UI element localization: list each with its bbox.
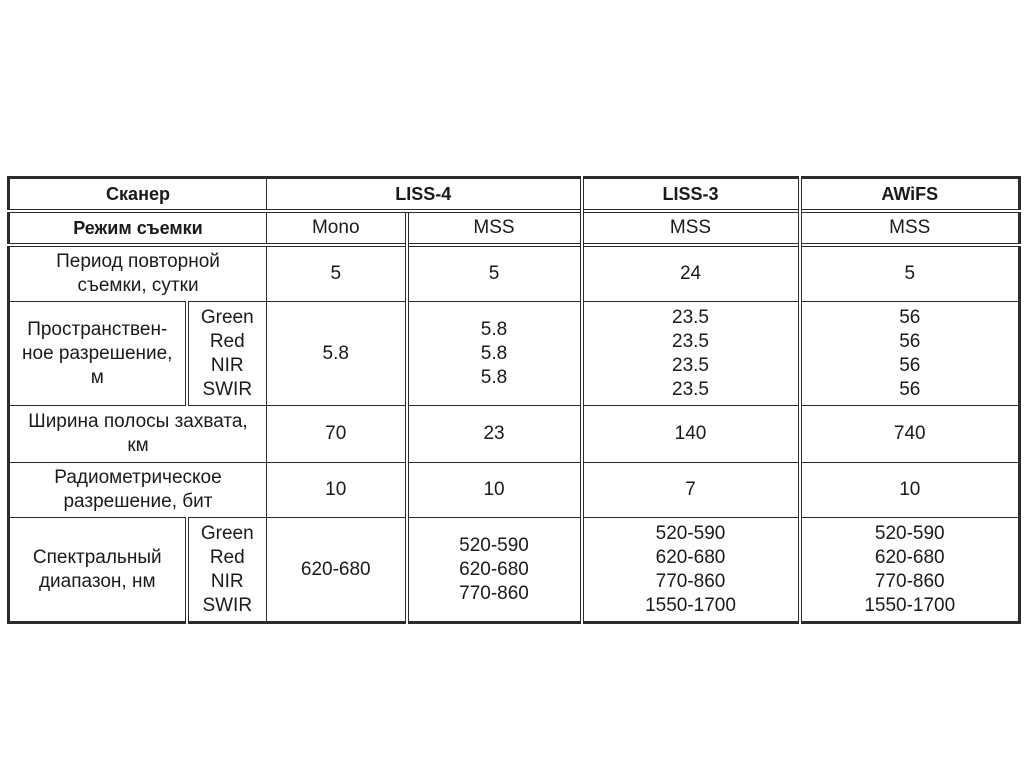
label-spectral — [9, 518, 187, 623]
value-line: 770-860 — [655, 570, 726, 592]
spectral-liss4-mss — [407, 518, 582, 623]
header-row-instruments — [9, 178, 1020, 212]
label-line: ное разрешение, — [22, 342, 173, 364]
band-name: NIR — [210, 354, 244, 376]
label-line: км — [127, 435, 149, 456]
value-line: 1550-1700 — [645, 594, 736, 616]
value-line: 5.8 — [480, 366, 508, 388]
swath-awifs: 740 — [800, 406, 1020, 463]
value-line: 620-680 — [459, 558, 529, 580]
row-revisit — [9, 245, 1020, 302]
label-spatial — [9, 302, 187, 406]
value-line: 5.8 — [480, 342, 508, 364]
mode-liss4-mss: MSS — [407, 211, 582, 245]
header-mode: Режим съемки — [9, 211, 267, 245]
revisit-awifs: 5 — [800, 245, 1020, 302]
swath-liss4-mss: 23 — [407, 406, 582, 463]
label-revisit — [9, 245, 267, 302]
mode-liss4-mono: Mono — [267, 211, 407, 245]
radiometric-liss4-mono: 10 — [267, 463, 407, 518]
header-awifs: AWiFS — [800, 178, 1020, 212]
label-line: м — [90, 366, 104, 388]
spectral-bands — [187, 518, 267, 623]
label-radiometric — [9, 463, 267, 518]
band-name: Red — [209, 330, 245, 352]
value-line: 520-590 — [655, 522, 726, 544]
label-swath — [9, 406, 267, 463]
band-name: SWIR — [202, 594, 253, 616]
value-line: 1550-1700 — [864, 594, 956, 616]
row-spectral — [9, 518, 1020, 623]
value-line: 520-590 — [459, 534, 529, 556]
spatial-liss3 — [582, 302, 800, 406]
spatial-awifs — [800, 302, 1020, 406]
revisit-liss4-mss: 5 — [407, 245, 582, 302]
spatial-liss4-mss — [407, 302, 582, 406]
band-name: SWIR — [202, 378, 253, 400]
header-scanner: Сканер — [9, 178, 267, 212]
label-line: диапазон, нм — [38, 570, 156, 592]
value-line: 5.8 — [480, 318, 508, 340]
band-name: Green — [200, 306, 254, 328]
row-spatial — [9, 302, 1020, 406]
header-row-modes — [9, 211, 1020, 245]
row-radiometric — [9, 463, 1020, 518]
spectral-liss3 — [582, 518, 800, 623]
value-line: 56 — [899, 330, 921, 352]
value-line: 770-860 — [459, 582, 529, 604]
value-line: 520-590 — [874, 522, 945, 544]
value-line: 23.5 — [672, 378, 709, 400]
value-line: 620-680 — [655, 546, 726, 568]
swath-liss3: 140 — [582, 406, 800, 463]
value-line: 56 — [899, 378, 921, 400]
spatial-bands — [187, 302, 267, 406]
label-line: Ширина полосы захвата, — [28, 411, 248, 432]
header-liss4: LISS-4 — [267, 178, 582, 212]
spatial-liss4-mono: 5.8 — [267, 302, 407, 406]
swath-liss4-mono: 70 — [267, 406, 407, 463]
band-name: Green — [200, 522, 254, 544]
radiometric-awifs: 10 — [800, 463, 1020, 518]
label-line: Спектральный — [32, 546, 162, 568]
row-swath — [9, 406, 1020, 463]
label-line: Период повторной — [56, 251, 220, 272]
value-line: 56 — [899, 306, 921, 328]
spec-table — [7, 176, 1021, 624]
band-name: Red — [209, 546, 245, 568]
spectral-awifs — [800, 518, 1020, 623]
label-line: Радиометрическое — [54, 467, 222, 488]
label-line: разрешение, бит — [63, 491, 213, 512]
value-line: 620-680 — [874, 546, 945, 568]
band-name: NIR — [210, 570, 244, 592]
radiometric-liss3: 7 — [582, 463, 800, 518]
value-line: 770-860 — [874, 570, 945, 592]
spectral-liss4-mono: 620-680 — [267, 518, 407, 623]
header-liss3: LISS-3 — [582, 178, 800, 212]
label-line: съемки, сутки — [77, 275, 199, 296]
value-line: 56 — [899, 354, 921, 376]
value-line: 23.5 — [672, 354, 709, 376]
revisit-liss4-mono: 5 — [267, 245, 407, 302]
radiometric-liss4-mss: 10 — [407, 463, 582, 518]
value-line: 23.5 — [672, 330, 709, 352]
mode-awifs: MSS — [800, 211, 1020, 245]
revisit-liss3: 24 — [582, 245, 800, 302]
mode-liss3: MSS — [582, 211, 800, 245]
label-line: Пространствен- — [27, 318, 168, 340]
value-line: 23.5 — [672, 306, 709, 328]
